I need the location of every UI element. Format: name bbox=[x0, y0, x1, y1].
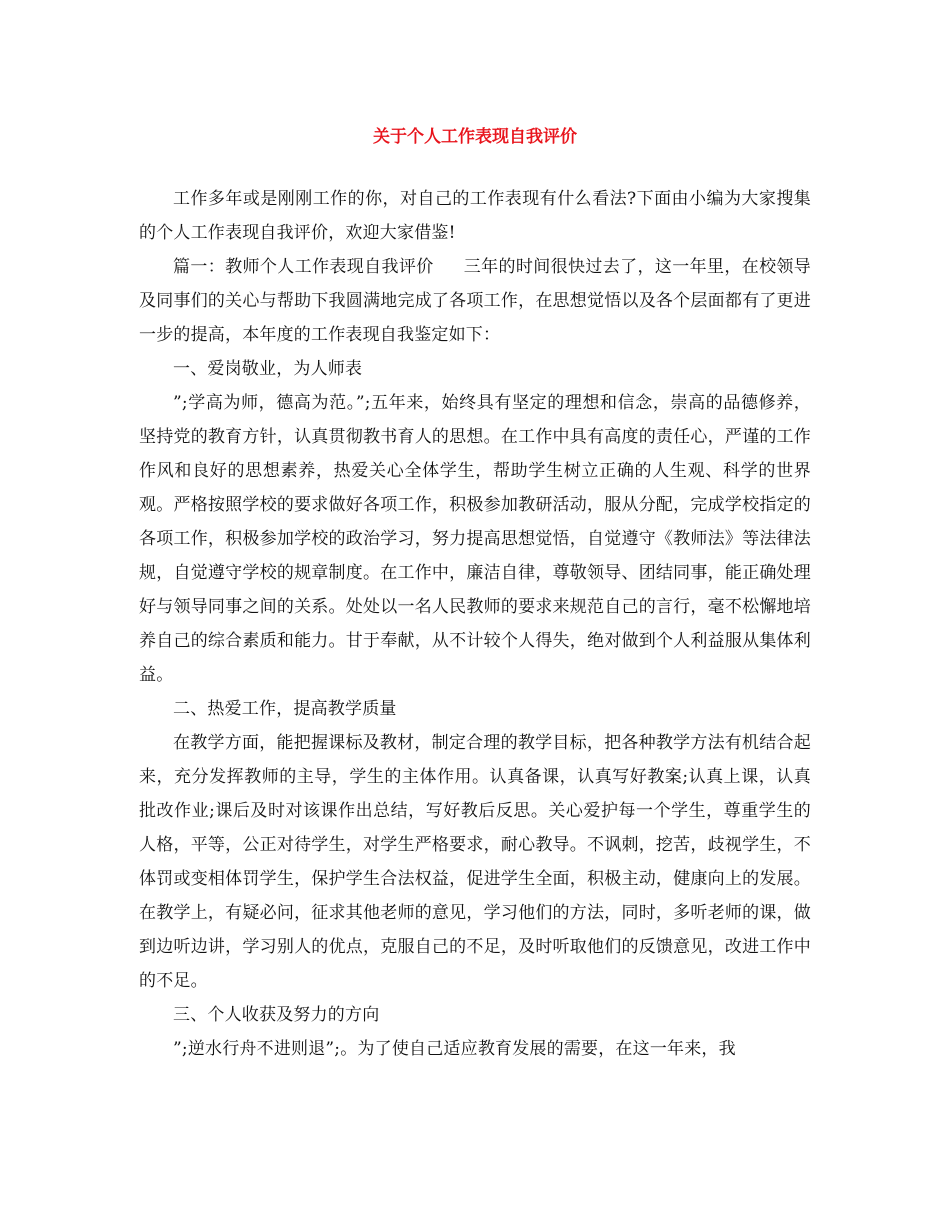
section-heading-3: 三、个人收获及努力的方向 bbox=[173, 1005, 380, 1025]
article1-paragraph bbox=[139, 250, 811, 352]
article1-label: 篇一：教师个人工作表现自我评价 bbox=[173, 257, 434, 277]
document-body bbox=[139, 182, 811, 1066]
section-paragraph-3: ”;逆水行舟不进则退”;。为了使自己适应教育发展的需要，在这一年来，我 bbox=[173, 1039, 736, 1059]
article1-intro: 三年的时间很快过去了，这一年里，在校领导及同事们的关心与帮助下我圆满地完成了各项工作，在思想觉悟以及各个层面都有了更进一步的提高，本年度的工作表现自我鉴定如下： bbox=[139, 257, 812, 345]
intro-paragraph: 工作多年或是刚刚工作的你，对自己的工作表现有什么看法?下面由小编为大家搜集的个人工作表现自我评价，欢迎大家借鉴! bbox=[139, 189, 811, 243]
section-paragraph-1: ”;学高为师，德高为范。”;五年来，始终具有坚定的理想和信念，崇高的品德修养，坚持党的教育方针，认真贯彻教书育人的思想。在工作中具有高度的责任心，严谨的工作作风和良好的思想素养，热爱关心全体学生，帮助学生树立正确的人生观、科学的世界观。严格按照学校的要求做好各项工作，积极参加教研活动，服从分配，完成学校指定的各项工作，积极参加学校的政治学习，努力提高思想觉悟，自觉遵守《教师法》等法律法规，自觉遵守学校的规章制度。在工作中，廉洁自律，尊敬领导、团结同事，能正确处理好与领导同事之间的关系。处处以一名人民教师的要求来规范自己的言行，毫不松懈地培养自己的综合素质和能力。甘于奉献，从不计较个人得失，绝对做到个人利益服从集体利益。 bbox=[139, 393, 811, 685]
section-paragraph-2: 在教学方面，能把握课标及教材，制定合理的教学目标，把各种教学方法有机结合起来，充分发挥教师的主导，学生的主体作用。认真备课，认真写好教案;认真上课，认真批改作业;课后及时对该课作出总结，写好教后反思。关心爱护每一个学生，尊重学生的人格，平等，公正对待学生，对学生严格要求，耐心教导。不讽刺，挖苦，歧视学生，不体罚或变相体罚学生，保护学生合法权益，促进学生全面，积极主动，健康向上的发展。在教学上，有疑必问，征求其他老师的意见，学习他们的方法，同时，多听老师的课，做到边听边讲，学习别人的优点，克服自己的不足，及时听取他们的反馈意见，改进工作中的不足。 bbox=[139, 733, 811, 991]
document-title: 关于个人工作表现自我评价 bbox=[373, 127, 577, 147]
section-heading-1: 一、爱岗敬业，为人师表 bbox=[173, 359, 363, 379]
section-heading-2: 二、热爱工作，提高教学质量 bbox=[173, 699, 397, 719]
